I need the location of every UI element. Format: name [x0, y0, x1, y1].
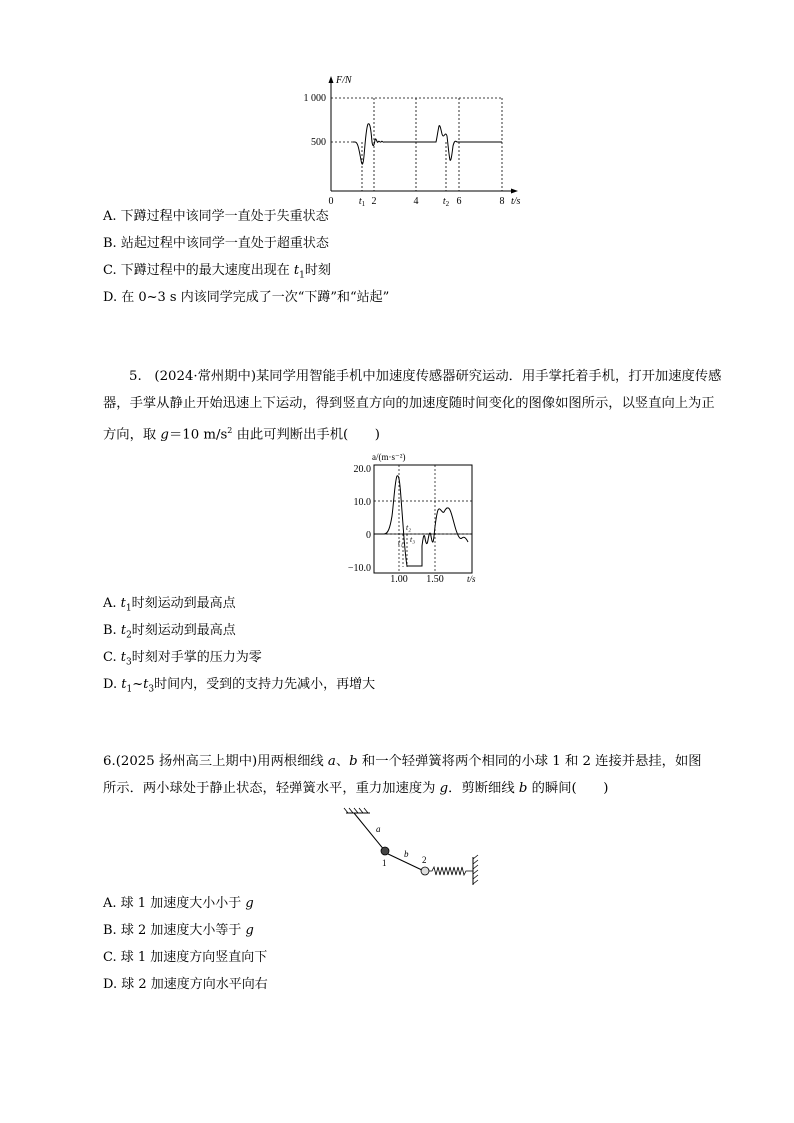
x-tick-2: 2	[371, 196, 377, 207]
q4-option-b[interactable]: B. 站起过程中该同学一直处于超重状态	[103, 236, 329, 251]
label-ball-2: 2	[422, 855, 427, 865]
acceleration-curve	[374, 476, 468, 566]
spring	[429, 867, 473, 875]
q6-option-c[interactable]: C. 球 1 加速度方向竖直向下	[103, 950, 268, 965]
q6-option-a[interactable]: A. 球 1 加速度大小小于 g	[103, 896, 254, 911]
x-axis-label: t/s	[467, 574, 476, 584]
y-axis-label: a/(m·s⁻²)	[372, 452, 406, 462]
label-a: a	[376, 824, 381, 834]
force-time-graph	[300, 70, 530, 208]
q6-stem: 6.(2025 扬州高三上期中)用两根细线 a、b 和一个轻弹簧将两个相同的小球 1 和 2 连接并悬挂，如图 所示．两小球处于静止状态，轻弹簧水平，重力加速度为 g．剪断细线 b 的瞬间( )	[103, 754, 702, 796]
two-balls-spring-figure	[340, 805, 490, 887]
q4-option-d[interactable]: D. 在 0~3 s 内该同学完成了一次“下蹲”和“站起”	[103, 290, 390, 305]
q5-option-c[interactable]: C. $t_3$时刻对手掌的压力为零	[103, 650, 262, 668]
y-tick-neg10: −10.0	[347, 563, 371, 574]
x-tick-1.50: 1.50	[426, 574, 444, 585]
x-tick-4: 4	[413, 196, 419, 207]
x-tick-1.00: 1.00	[390, 574, 408, 585]
svg-text:F/N	[335, 75, 353, 86]
y-tick-10: 10.0	[353, 497, 371, 508]
acceleration-time-graph	[340, 450, 490, 585]
t2-label: $t_2$	[442, 196, 450, 208]
q5-option-a[interactable]: A. $t_1$时刻运动到最高点	[103, 596, 236, 614]
label-b: b	[404, 849, 409, 859]
t2-label: t₂	[406, 523, 412, 532]
y-tick-20: 20.0	[353, 464, 371, 475]
ball-2	[421, 867, 429, 875]
label-ball-1: 1	[382, 858, 387, 868]
q5-option-b[interactable]: B. $t_2$时刻运动到最高点	[103, 623, 236, 641]
ball-1	[381, 847, 389, 855]
q4-option-a[interactable]: A. 下蹲过程中该同学一直处于失重状态	[103, 209, 329, 224]
q5-option-d[interactable]: D. $t_1\sim t_3$时间内，受到的支持力先减小，再增大	[103, 677, 376, 695]
y-axis-label: F/N	[336, 75, 352, 86]
q6-option-b[interactable]: B. 球 2 加速度大小等于 g	[103, 923, 254, 938]
t1-label: t₁	[398, 538, 404, 547]
x-axis-label: t/s	[511, 196, 521, 207]
force-curve	[353, 124, 502, 164]
q4-option-c[interactable]: C. 下蹲过程中的最大速度出现在 $t_1$时刻	[103, 263, 331, 281]
x-tick-8: 8	[499, 196, 505, 207]
y-tick-1000: 1 000	[303, 93, 326, 104]
y-tick-500: 500	[311, 137, 326, 148]
t1-label: $t_1$	[358, 196, 366, 208]
q5-stem: 5. (2024·常州期中)某同学用智能手机中加速度传感器研究运动．用手掌托着手机，打开加速度传感 器，手掌从静止开始迅速上下运动，得到竖直方向的加速度随时间变化的图像如图所示，以竖直向上为正 方向，取 g＝10 $m/s^2$ 由此可判断出手机( )	[103, 369, 722, 443]
x-tick-6: 6	[456, 196, 462, 207]
t3-label: t₃	[410, 535, 416, 544]
q6-option-d[interactable]: D. 球 2 加速度方向水平向右	[103, 977, 268, 992]
x-tick-0: 0	[328, 196, 334, 207]
y-tick-0: 0	[366, 530, 371, 541]
